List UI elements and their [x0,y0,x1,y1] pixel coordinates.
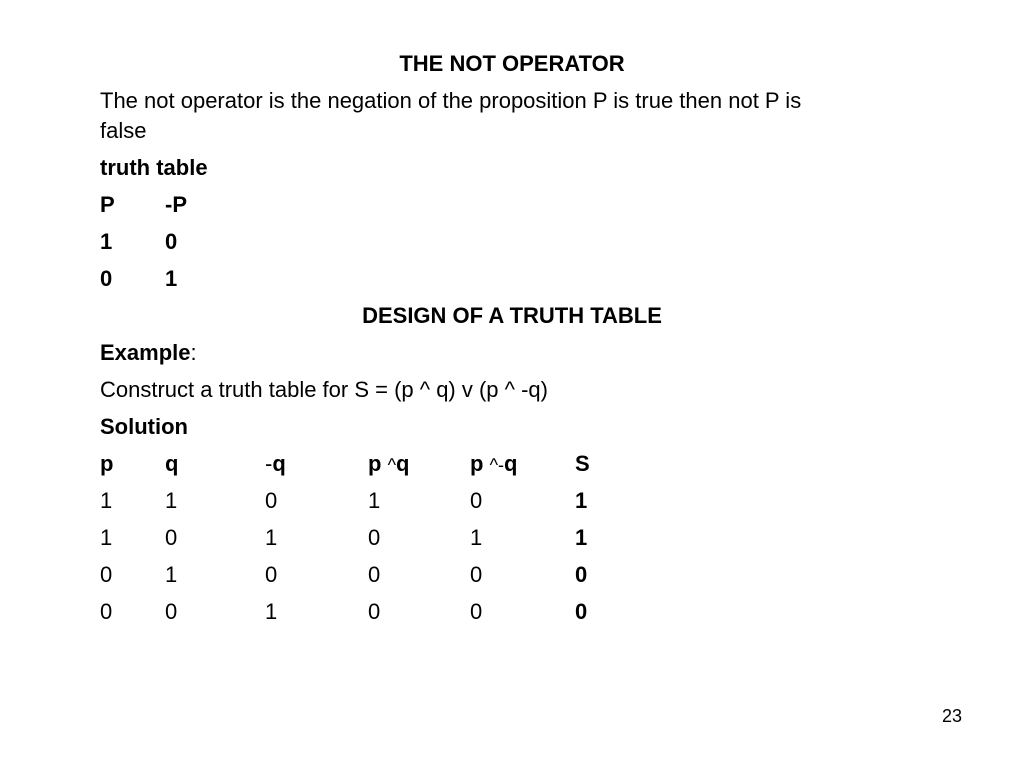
design-cell: 0 [165,525,178,550]
design-cell: 0 [265,562,278,587]
design-cell: 1 [100,525,113,550]
design-cell: 1 [165,488,178,513]
example-label-line [100,338,197,368]
not-table-cell: 1 [100,229,113,254]
truth-table-heading: truth table [100,155,208,180]
construct-text: Construct a truth table for S = (p ^ q) v (p ^ -q) [100,377,548,402]
design-cell-s: 1 [575,525,588,550]
example-label: Example [100,340,191,365]
section-heading: DESIGN OF A TRUTH TABLE [362,303,662,328]
q-var: q [504,451,518,476]
design-cell: 1 [165,562,178,587]
not-q-var: q [272,451,286,476]
design-header-p-and-not-q [470,449,517,480]
design-cell: 0 [470,599,483,624]
design-cell-s: 0 [575,599,588,624]
not-table-cell: 1 [165,266,178,291]
slide-title: THE NOT OPERATOR [399,51,625,76]
design-cell: 0 [100,599,113,624]
p-var: p [368,451,388,476]
slide-number: 23 [941,706,962,726]
design-cell: 0 [100,562,113,587]
design-header-not-q [265,449,286,479]
design-header-q: q [165,451,179,476]
example-colon: : [190,340,197,365]
intro-text-line-2: false [100,118,147,143]
design-header-p: p [100,451,114,476]
and-operator: ^ [387,455,397,475]
not-table-header-not-p: -P [165,192,187,217]
design-cell: 1 [100,488,113,513]
design-cell-s: 0 [575,562,588,587]
design-cell: 0 [165,599,178,624]
design-cell: 1 [265,525,278,550]
design-cell: 1 [368,488,381,513]
design-cell: 0 [470,488,483,513]
solution-label: Solution [100,414,188,439]
design-cell: 1 [470,525,483,550]
intro-text-line-1: The not operator is the negation of the proposition P is true then not P is [100,88,802,113]
design-cell-s: 1 [575,488,588,513]
design-cell: 0 [368,599,381,624]
design-header-s: S [575,451,590,476]
design-cell: 0 [368,562,381,587]
p-var: p [470,451,490,476]
and-not-operator: ^- [489,455,505,475]
not-table-header-p: P [100,192,115,217]
design-cell: 1 [265,599,278,624]
not-table-cell: 0 [165,229,178,254]
q-var: q [396,451,410,476]
design-cell: 0 [470,562,483,587]
design-cell: 0 [368,525,381,550]
design-cell: 0 [265,488,278,513]
not-table-cell: 0 [100,266,113,291]
design-header-p-and-q [368,449,409,480]
not-prefix: - [265,451,273,476]
